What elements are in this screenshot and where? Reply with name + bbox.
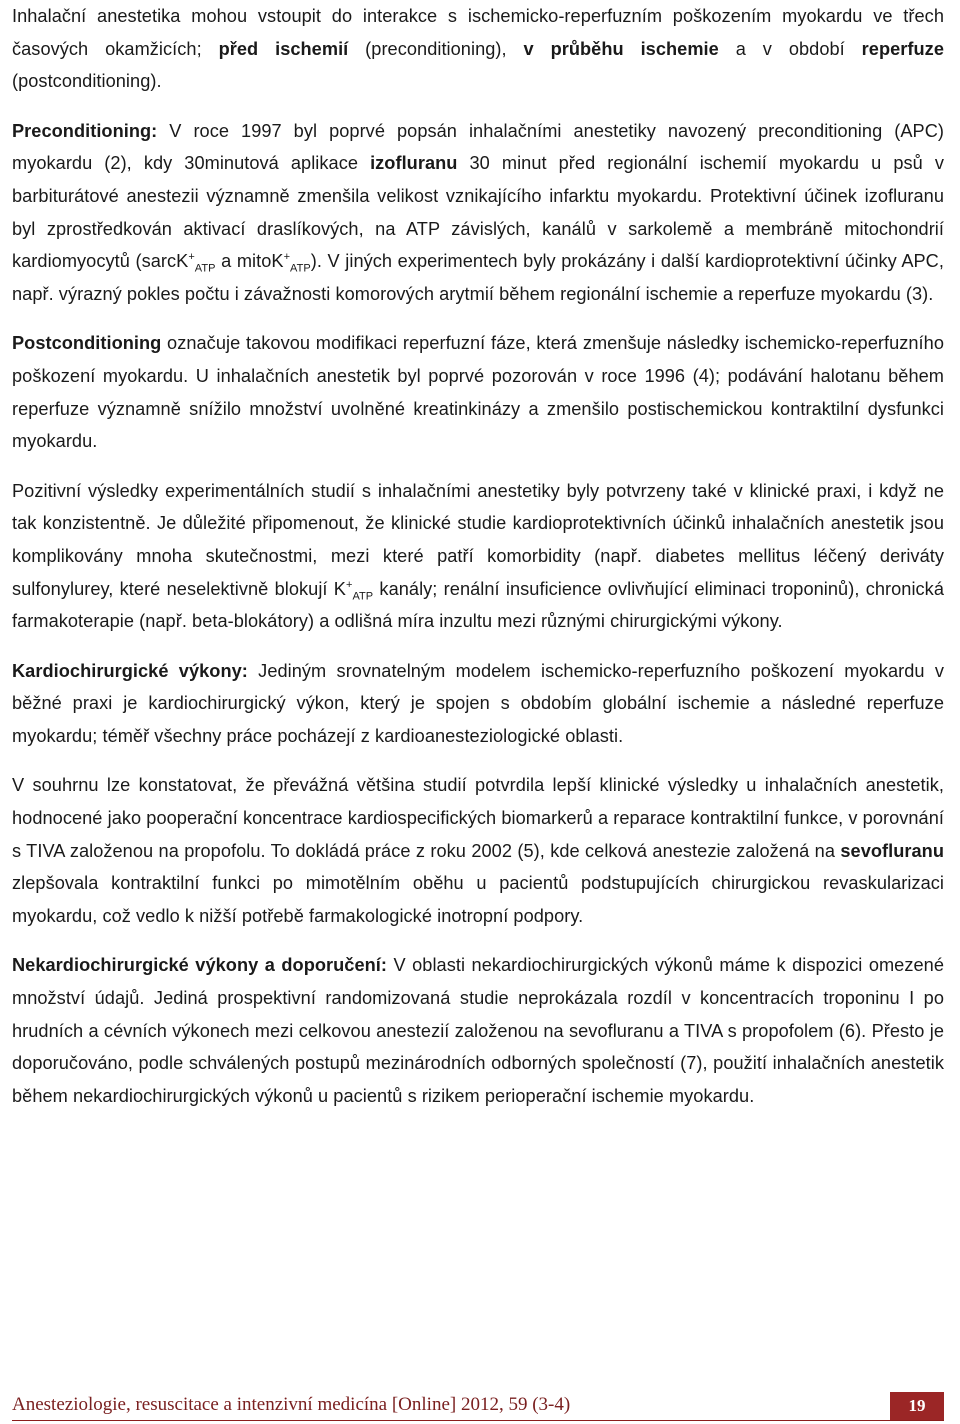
text: a v období xyxy=(718,38,862,59)
text: Inhalační anestetika mohou vstoupit do interakce s ischemicko-reperfuzním poškozením myokardu ve třech časových okamžicích; xyxy=(12,6,944,59)
text: Pozitivní výsledky experimentálních studií s inhalačními anestetiky byly potvrzeny také v klinické praxi, i když ne tak konzistentně. Je důležité připomenout, že klinické studie kardioprotektivních účinků inhalačních anestetik jsou komplikovány mnoha skutečnostmi, mezi které patří komorbidity (např. diabetes mellitus léčený deriváty sulfonylurey, které neselektivně blokují K xyxy=(12,480,944,599)
paragraph-summary xyxy=(12,769,944,932)
text: ). V jiných experimentech byly prokázány i další kardioprotektivní účinky APC, např. výrazný pokles počtu i závažnosti komorových arytmií během regionální ischemie a reperfuze myokardu (3). xyxy=(12,251,944,304)
section-heading: Nekardiochirurgické výkony a doporučení: xyxy=(12,955,388,976)
section-heading: Kardiochirurgické výkony: xyxy=(12,660,248,681)
text: V roce 1997 byl poprvé popsán inhalačními anestetiky navozený preconditioning (APC) myokardu (2), kdy 30minutová aplikace xyxy=(12,120,944,174)
paragraph-cardiac-surgery xyxy=(12,655,944,753)
paragraph-clinical-results xyxy=(12,475,944,638)
bold-text: před ischemií xyxy=(218,38,349,59)
text: označuje takovou modifikaci reperfuzní fáze, která zmenšuje následky ischemicko-reperfuzního poškození myokardu. U inhalačních anestetik byl poprvé pozorován v roce 1996 (4); podávání halotanu během reperfuze významně snížilo množství uvolněné kreatinkinázy a zmenšilo postischemickou kontraktilní dysfunkci myokardu. xyxy=(12,333,944,452)
article-body xyxy=(12,0,944,1129)
text: kanály; renální insuficience ovlivňující eliminaci troponinů), chronická farmakoterapie (např. beta-blokátory) a odlišná míra inzultu mezi různými chirurgickými výkony. xyxy=(12,578,944,632)
section-heading: Postconditioning xyxy=(12,333,162,354)
journal-citation: Anesteziologie, resuscitace a intenzivní medicína [Online] 2012, 59 (3-4) xyxy=(12,1394,571,1415)
page-footer xyxy=(12,1390,944,1421)
bold-text: izofluranu xyxy=(370,153,458,174)
text: (postconditioning). xyxy=(12,71,162,92)
paragraph-postconditioning xyxy=(12,327,944,457)
superscript: + xyxy=(283,251,291,264)
subscript: ATP xyxy=(194,262,216,275)
page-number: 19 xyxy=(890,1392,944,1420)
text: Jediným srovnatelným modelem ischemicko-reperfuzního poškození myokardu v běžné praxi je kardiochirurgický výkon, který je spojen s obdobím globální ischemie a následné reperfuze myokardu; téměř všechny práce pocházejí z kardioanesteziologické oblasti. xyxy=(12,660,944,746)
subscript: ATP xyxy=(352,590,374,603)
bold-text: sevofluranu xyxy=(840,840,944,861)
paragraph-intro xyxy=(12,0,944,98)
paragraph-noncardiac-surgery xyxy=(12,949,944,1112)
text: a mitoK xyxy=(215,251,284,272)
text: V souhrnu lze konstatovat, že převážná většina studií potvrdila lepší klinické výsledky u inhalačních anestetik, hodnocené jako pooperační koncentrace kardiospecifických biomarkerů a reparace kontraktilní funkce, v porovnání s TIVA založenou na propofolu. To dokládá práce z roku 2002 (5), kde celková anestezie založená na xyxy=(12,775,944,861)
paragraph-preconditioning xyxy=(12,115,944,311)
superscript: + xyxy=(345,578,353,591)
text: (preconditioning), xyxy=(348,38,524,59)
text: zlepšovala kontraktilní funkci po mimotělním oběhu u pacientů podstupujících chirurgickou revaskularizaci myokardu, což vedlo k nižší potřebě farmakologické inotropní podpory. xyxy=(12,873,944,926)
superscript: + xyxy=(188,251,195,264)
bold-text: reperfuze xyxy=(861,38,944,59)
text: V oblasti nekardiochirurgických výkonů máme k dispozici omezené množství údajů. Jediná prospektivní randomizovaná studie neprokázala rozdíl v koncentracích troponinu I po hrudních a cévních výkonech mezi celkovou anestezií založenou na sevofluranu a TIVA s propofolem (6). Přesto je doporučováno, podle schválených postupů mezinárodních odborných společností (7), použití inhalačních anestetik během nekardiochirurgických výkonů u pacientů s rizikem perioperační ischemie myokardu. xyxy=(12,955,944,1106)
text: 30 minut před regionální ischemií myokardu u psů v barbiturátové anestezii významně zmenšila velikost vznikajícího infarktu myokardu. Protektivní účinek izofluranu byl zprostředkován aktivací draslíkových, na ATP závislých, kanálů v sarkolemě a membráně mitochondrií kardiomyocytů (sarcK xyxy=(12,153,944,272)
subscript: ATP xyxy=(290,262,311,275)
bold-text: v průběhu ischemie xyxy=(523,38,719,59)
section-heading: Preconditioning: xyxy=(12,120,158,141)
